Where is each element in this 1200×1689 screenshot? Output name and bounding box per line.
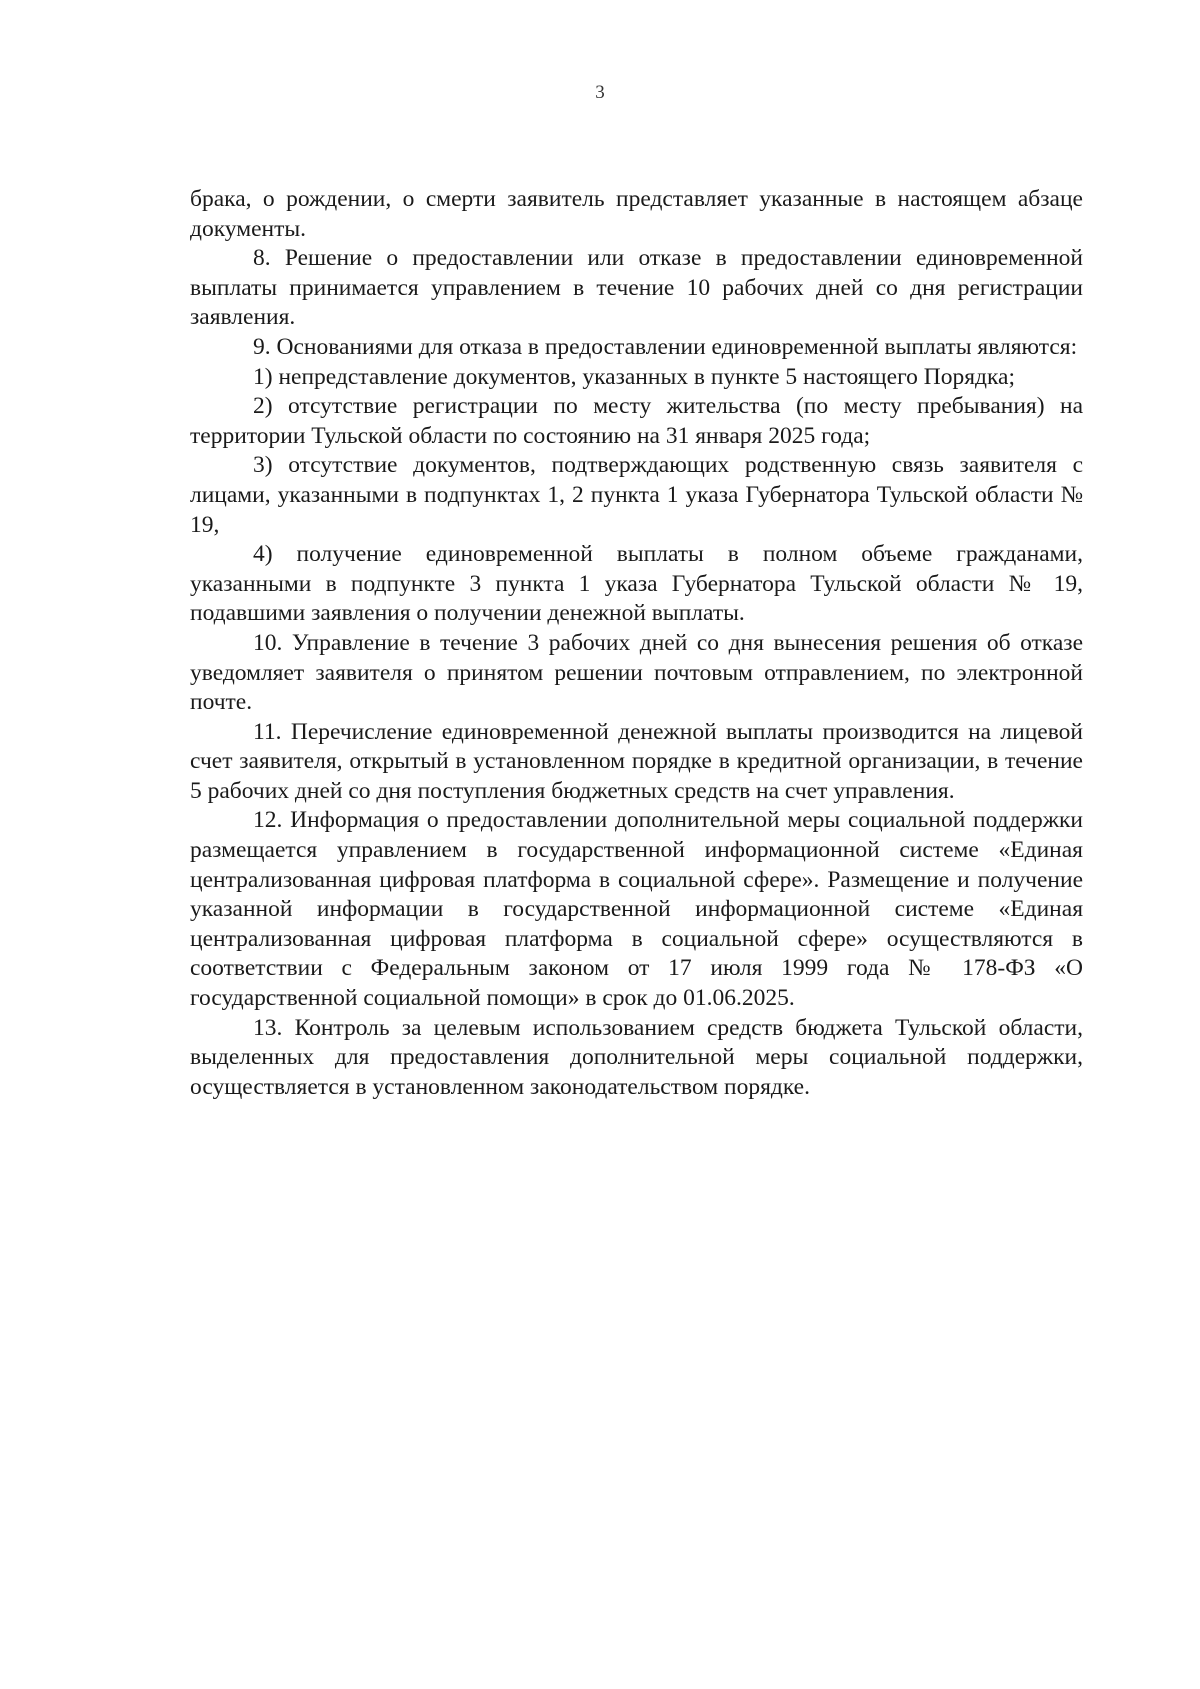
paragraph-item-10: 10. Управление в течение 3 рабочих дней со дня вынесения решения об отказе уведомляет заявителя о принятом решении почтовым отправлением, по электронной почте. <box>190 629 1083 716</box>
paragraph-item-12: 12. Информация о предоставлении дополнительной меры социальной поддержки размещается управлением в государственной информационной системе «Единая централизованная цифровая платформа в социальной сфере». Размещение и получение указанной информации в государственной информационной системе «Единая централизованная цифровая платформа в социальной сфере» осуществляются в соответствии с Федеральным законом от 17 июля 1999 года № 178-ФЗ «О государственной социальной помощи» в срок до 01.06.2025. <box>190 807 1083 1012</box>
paragraph-subitem-4: 4) получение единовременной выплаты в полном объеме гражданами, указанными в подпункте 3 пункта 1 указа Губернатора Тульской области № 19, подавшими заявления о получении денежной выплаты. <box>190 541 1083 627</box>
paragraph-item-9: 9. Основаниями для отказа в предоставлении единовременной выплаты являются: <box>253 333 1078 360</box>
paragraph-item-13: 13. Контроль за целевым использованием средств бюджета Тульской области, выделенных для предоставления дополнительной меры социальной поддержки, осуществляется в установленном законодательством порядке. <box>190 1014 1083 1100</box>
document-body <box>190 185 1083 1102</box>
page-number: 3 <box>595 82 605 103</box>
paragraph-item-11: 11. Перечисление единовременной денежной выплаты производится на лицевой счет заявителя, открытый в установленном порядке в кредитной организации, в течение 5 рабочих дней со дня поступления бюджетных средств на счет управления. <box>190 718 1083 804</box>
paragraph-continuation: брака, о рождении, о смерти заявитель представляет указанные в настоящем абзаце документы. <box>190 186 1083 242</box>
paragraph-subitem-2: 2) отсутствие регистрации по месту жительства (по месту пребывания) на территории Тульской области по состоянию на 31 января 2025 года; <box>190 393 1083 449</box>
paragraph-subitem-3: 3) отсутствие документов, подтверждающих родственную связь заявителя с лицами, указанными в подпунктах 1, 2 пункта 1 указа Губернатора Тульской области № 19, <box>190 452 1083 538</box>
paragraph-item-8: 8. Решение о предоставлении или отказе в предоставлении единовременной выплаты принимается управлением в течение 10 рабочих дней со дня регистрации заявления. <box>190 245 1083 331</box>
paragraph-subitem-1: 1) непредставление документов, указанных в пункте 5 настоящего Порядка; <box>253 363 1016 390</box>
